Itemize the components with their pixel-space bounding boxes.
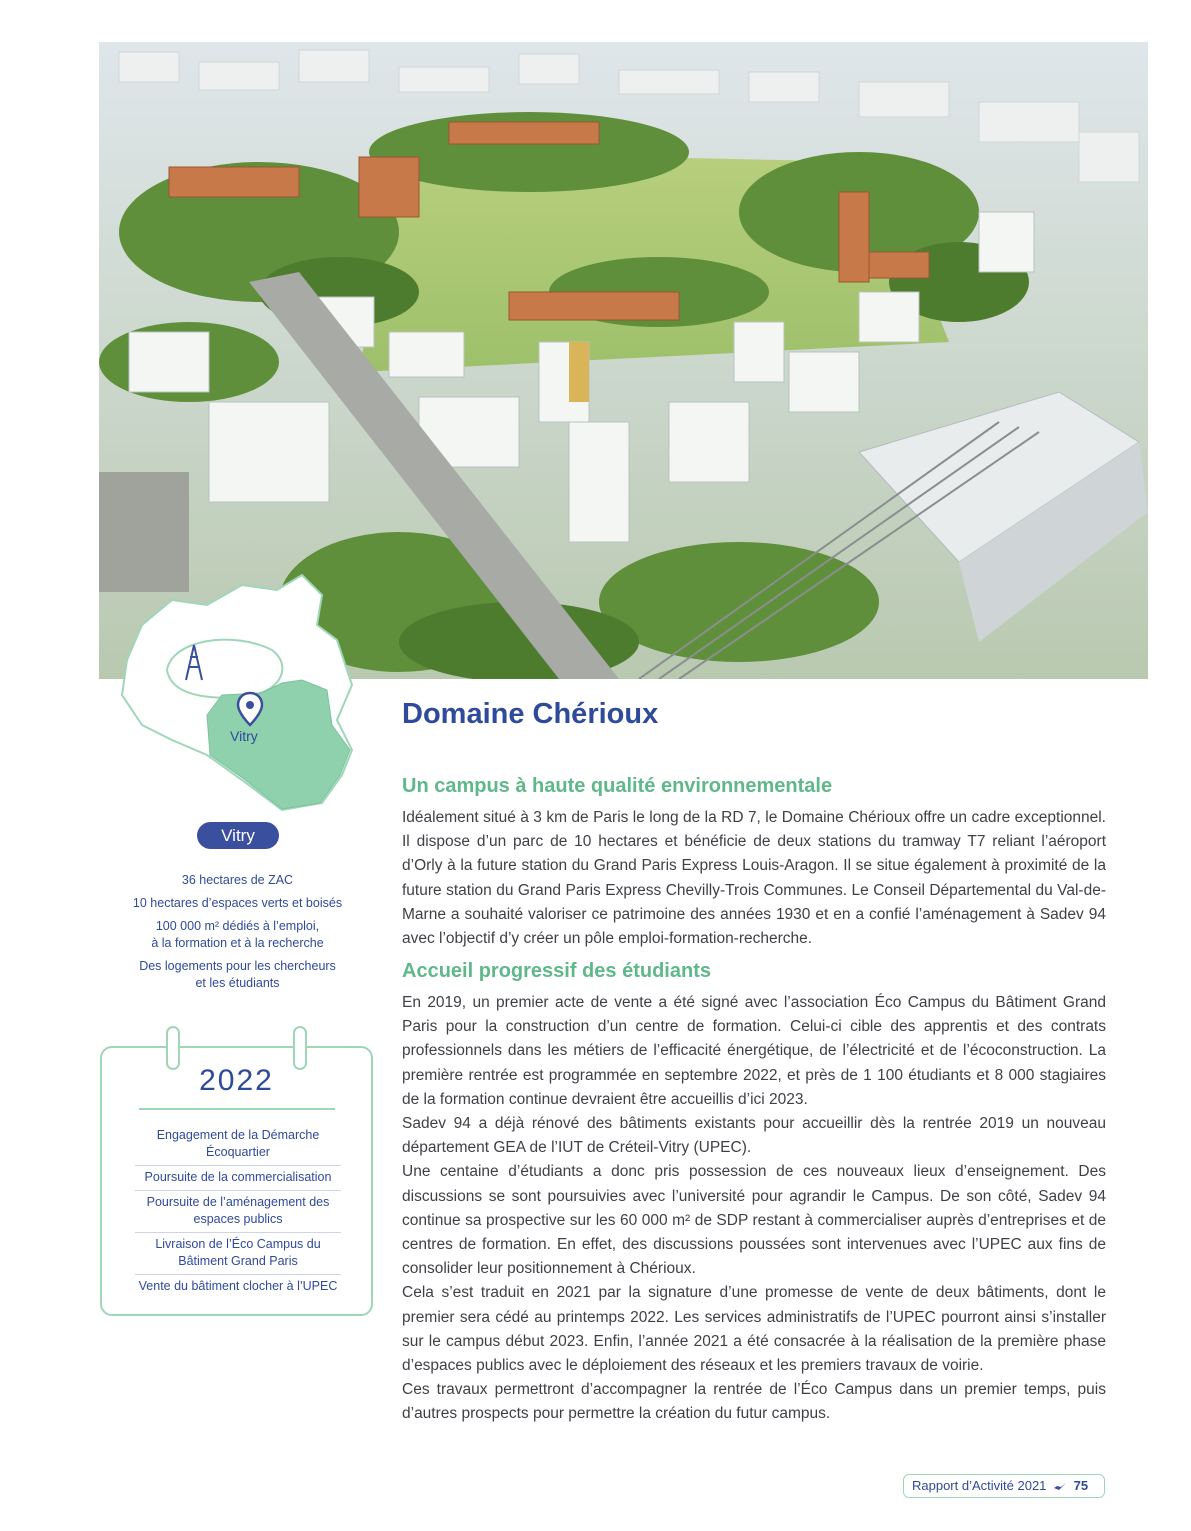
location-map	[112, 565, 362, 815]
paragraph: Une centaine d’étudiants a donc pris possession de ces nouveaux lieux d’enseignement. Des discussions se sont poursuivies avec l’université pour agrandir le Campus. De son côté, Sadev 94 continue sa prospective sur les 60 000 m² de SDP restant à commercialiser auprès d’entreprises et de centres de formation. En effet, des discussions poussées sont intervenues avec l’UPEC aux fins de consolider leur positionnement à Chérioux.	[402, 1163, 1106, 1278]
timeline-item: Engagement de la Démarche Écoquartier	[135, 1124, 341, 1166]
timeline-list	[135, 1124, 341, 1299]
section-heading-environment: Un campus à haute qualité environnementale	[402, 775, 833, 797]
section-body-students	[402, 991, 1106, 1427]
fact-housing: Des logements pour les chercheurs et les étudiants	[139, 959, 336, 990]
divider	[139, 1108, 335, 1110]
page-number: 75	[1073, 1478, 1089, 1493]
paragraph: Ces travaux permettront d’accompagner la rentrée de l’Éco Campus dans un premier temps, puis d’autres prospects pour permettre la création du futur campus.	[402, 1381, 1106, 1423]
footer-report-label: Rapport d’Activité 2021	[912, 1478, 1047, 1493]
timeline-item: Poursuite de l’aménagement des espaces publics	[135, 1191, 341, 1233]
fact-zac-area: 36 hectares de ZAC	[181, 873, 294, 887]
timeline-card	[100, 1046, 373, 1316]
timeline-item: Poursuite de la commercialisation	[135, 1166, 341, 1191]
paragraph: Cela s’est traduit en 2021 par la signature d’une promesse de vente de deux bâtiments, dont le premier sera cédé au printemps 2022. Les services administratifs de l’UPEC pourront ainsi s’installer sur le campus début 2023. Enfin, l’année 2021 a été consacrée à la réalisation de la première phase d’espaces publics avec le déploiement des réseaux et les premiers travaux de voirie.	[402, 1284, 1106, 1375]
paragraph: En 2019, un premier acte de vente a été signé avec l’association Éco Campus du Bâtiment Grand Paris pour la construction d’un centre de formation. Celui-ci cible des apprentis et des contrats professionnels dans les métiers de l’efficacité énergétique, de l’électricité et de l’écoconstruction. La première rentrée est programmée en septembre 2022, et près de 1 100 étudiants et 8 000 stagiaires de la formation continue devraient être accueillis d’ici 2023.	[402, 994, 1106, 1108]
paragraph: Sadev 94 a déjà rénové des bâtiments existants pour accueillir dès la rentrée 2019 un nouveau département GEA de l’IUT de Créteil-Vitry (UPEC).	[402, 1115, 1106, 1157]
paris-outline	[167, 640, 282, 698]
timeline-item: Livraison de l’Éco Campus du Bâtiment Grand Paris	[135, 1233, 341, 1275]
map-city-label: Vitry	[230, 728, 258, 744]
val-de-marne-region	[207, 680, 350, 809]
department-map-graphic	[112, 565, 362, 815]
fact-green-space: 10 hectares d’espaces verts et boisés	[132, 896, 343, 910]
timeline-year: 2022	[199, 1064, 274, 1097]
page-title: Domaine Chérioux	[402, 698, 659, 730]
key-facts	[110, 872, 365, 998]
fact-surface: 100 000 m² dédiés à l’emploi, à la formation et à la recherche	[151, 919, 324, 950]
timeline-item: Vente du bâtiment clocher à l’UPEC	[138, 1279, 338, 1293]
page-footer	[903, 1474, 1105, 1498]
section-heading-students: Accueil progressif des étudiants	[402, 960, 711, 982]
city-badge: Vitry	[197, 822, 279, 849]
paragraph: Idéalement situé à 3 km de Paris le long de la RD 7, le Domaine Chérioux offre un cadre exceptionnel. Il dispose d’un parc de 10 hectares et bénéficie de deux stations du tramway T7 reliant l’aéroport d’Orly à la future station du Grand Paris Express Louis-Aragon. Il se situe également à proximité de la future station du Grand Paris Express Chevilly-Trois Communes. Le Conseil Départemental du Val-de-Marne a souhaité valoriser ce patrimoine des années 1930 et en a confié l’aménagement à Sadev 94 avec l’objectif d’y créer un pôle emploi-formation-recherche.	[402, 809, 1106, 948]
bird-logo-icon	[1053, 1482, 1067, 1492]
section-body-environment	[402, 806, 1106, 951]
